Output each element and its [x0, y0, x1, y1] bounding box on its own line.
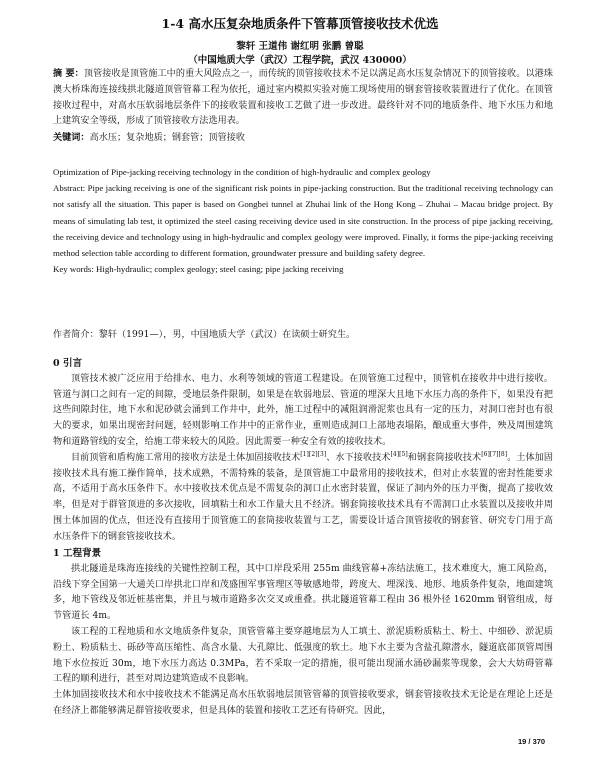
intro-paragraph-1: 顶管技术被广泛应用于给排水、电力、水利等领域的管道工程建设。在顶管施工过程中，顶管机在接收井中进行接收。管道与洞口之间有一定的间隙，受地层条件限制，如果是在软弱地层、管道的埋深大且地下水压力高的条件下，如果没有把这些间隙封住，地下水和泥砂就会涌到工作井中，此外，施工过程中的减阻润滑泥浆也具有一定的压力，对洞口密封也有很大的要求，如果出现密封问题，轻则影响工作井中的正常作业，重则造成洞口上部地表塌陷，酿成重大事件，殃及周围建筑物和道路管线的安全，给施工带来较大的风险。因此需要一种安全有效的接收技术。: [53, 373, 553, 447]
background-paragraph-2: 该工程的工程地质和水文地质条件复杂，顶管管幕主要穿越地层为人工填土、淤泥质粉质粘土、粉土、中细砂、淤泥质粉土、粉质粘土、砾砂等高压缩性、高含水量、大孔隙比、低强度的软土。地下水主要为含盐孔隙潜水，隧道底部顶管周围地下水位按近 30m，地下水压力高达 0.3MPa，若不采取一定的措施，很可能出现涌水涌砂漏浆等现象，会大大妨碍管幕工程的顺利进行，甚至对周边建筑造成不良影响。: [53, 626, 553, 685]
affiliation: （中国地质大学（武汉）工程学院，武汉 430000）: [188, 55, 412, 66]
english-title: Optimization of Pipe-jacking receiving technology in the condition of high-hydraulic and complex geology: [53, 167, 431, 177]
author-intro: 作者简介：黎轩（1991—），男，中国地质大学（武汉）在读硕士研究生。: [53, 330, 356, 340]
section-introduction: [53, 356, 553, 546]
abstract-cn-text: 顶管接收是顶管施工中的重大风险点之一，而传统的顶管接收技术不足以满足高水压复杂情况下的顶管接收。以港珠澳大桥珠海连接线拱北隧道顶管管幕工程为依托，通过室内模拟实验对施工现场使用的钢套管接收装置进行了优化。在顶管接收过程中，对高水压软弱地层条件下的接收装置和接收工艺做了进一步改进。最终针对不同的地质条件、地下水压力和地上建筑安全等级，形成了顶管接收方法选用表。: [53, 69, 553, 127]
abstract-cn-label: 摘 要：: [53, 68, 84, 79]
background-paragraph-3: 土体加固接收技术和水中接收技术不能满足高水压软弱地层顶管管幕的顶管接收要求，钢套管接收技术无论是在理论上还是在经济上都能够满足群管接收要求，但是具体的装置和接收工艺还有待研究。因此，: [53, 690, 553, 716]
keywords-cn-label: 关键词：: [53, 132, 90, 144]
keywords-cn-text: 高水压；复杂地质；钢套管；顶管接收: [89, 133, 246, 144]
section-background: [53, 546, 553, 720]
page-number: 19 / 370: [518, 737, 546, 746]
paper-title: 1-4 高水压复杂地质条件下管幕顶管接收技术优选: [161, 16, 439, 31]
section-heading-background: 1 工程背景: [53, 548, 102, 559]
citation-ref: [6][7][8]: [481, 450, 508, 458]
abstract-en-label: Abstract:: [53, 183, 86, 194]
keywords-en-label: Key words:: [53, 264, 94, 275]
abstract-en-text: Pipe jacking receiving is one of the significant risk points in pipe-jacking construction. But the traditional receiving technology can not satisfy all the situation. This paper is based on Gongbei tunnel at Zhuhai link of the Hong Kong – Zhuhai – Macau bridge project. By means of simulating lab test, it optimized the steel casing receiving device used in site construction. In the process of pipe jacking receiving, the receiving device and technology using in high-hydraulic and complex geology were improved. Finally, it forms the pipe-jacking receiving method selection table according to different formation, groundwater pressure and building safety degree.: [53, 183, 554, 259]
citation-ref: [1][2][3]: [300, 450, 327, 458]
abstract-en: [53, 164, 553, 277]
section-heading-intro: 0 引言: [53, 358, 83, 369]
abstract-cn: [53, 66, 553, 147]
intro-paragraph-2: 目前顶管和盾构施工常用的接收方法是土体加固接收技术[1][2][3]、水下接收技术[4][5]和钢套筒接收技术[6][7][8]。土体加固接收技术具有施工操作简单，技术成熟，不需特殊的装备，是顶管施工中最常用的接收技术，但对止水装置的密封性能要求高，不适用于高水压条件下。水中接收技术优点是不需复杂的洞口止水密封装置，保证了洞内外的压力平衡，提高了接收效率，但是对于群管顶进的多次接收，回填粘土和水工作量大且不经济。钢套筒接收技术具有不需洞口止水装置以及接收井周围土体加固的优点，但还没有直接用于顶管施工的套筒接收装置与工艺，需要设计适合顶管接收的钢套管、研究专门用于高水压条件下的钢套管接收技术。: [53, 450, 553, 542]
background-paragraph-1: 拱北隧道是珠海连接线的关键性控制工程，其中口岸段采用 255m 曲线管幕+冻结法施工，技术难度大，施工风险高，沿线下穿全国第一大通关口岸拱北口岸和茂盛围军事管理区等敏感地带，跨度大、埋深浅、地形、地质条件复杂，地面建筑多，地下管线及邻近桩基密集，并且与城市道路多次交叉或重叠。拱北隧道管幕工程由 36 根外径 1620mm 钢管组成，每节管道长 4m。: [53, 563, 553, 622]
citation-ref: [4][5]: [390, 450, 408, 458]
keywords-en-text: High-hydraulic; complex geology; steel casing; pipe jacking receiving: [96, 264, 344, 275]
author-list: 黎轩 王道伟 谢红明 张鹏 曾聪: [236, 41, 364, 52]
